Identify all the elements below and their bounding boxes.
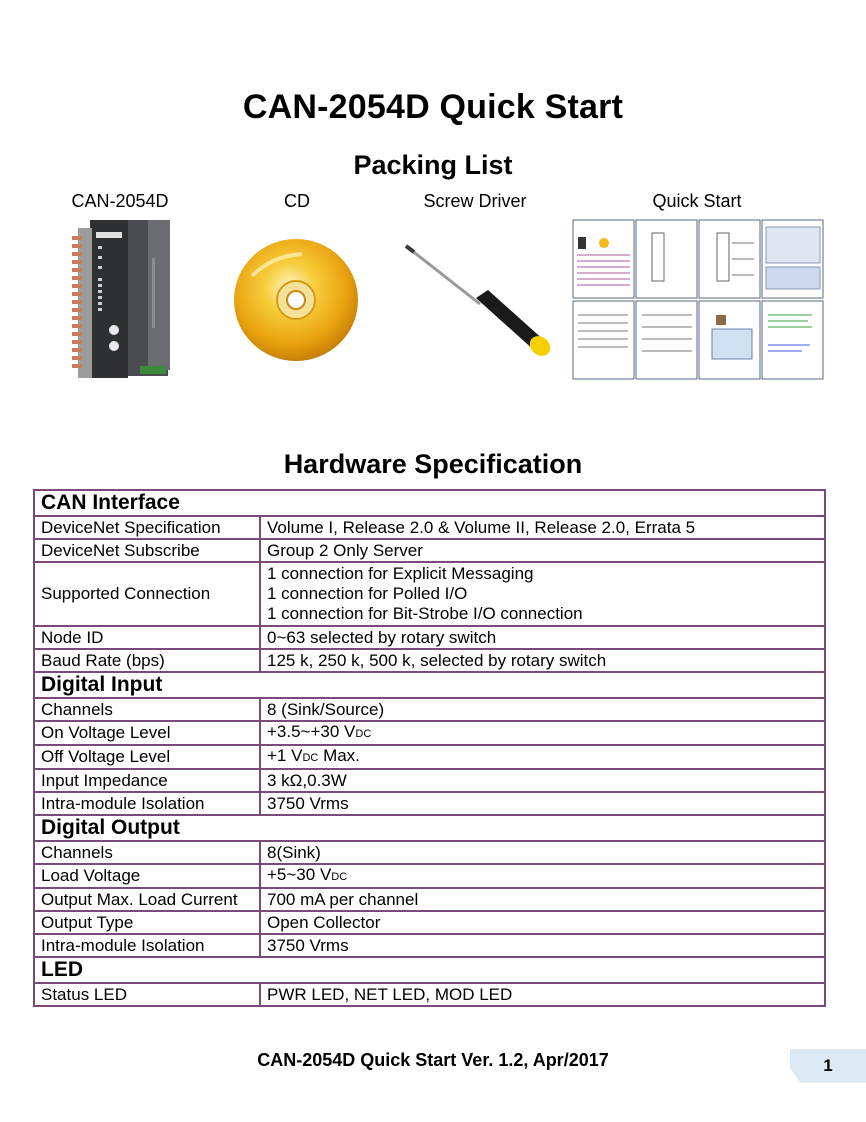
spec-value: Group 2 Only Server <box>260 539 825 562</box>
section-row <box>34 672 825 698</box>
spec-value-subscript: DC <box>302 752 319 764</box>
footer-version: CAN-2054D Quick Start Ver. 1.2, Apr/2017 <box>257 1050 609 1070</box>
table-row <box>34 864 825 888</box>
table-row <box>34 516 825 539</box>
spec-value: Open Collector <box>260 911 825 934</box>
packing-item-label: Screw Driver <box>423 191 527 211</box>
section-row <box>34 957 825 983</box>
spec-value: 0~63 selected by rotary switch <box>260 626 825 649</box>
can-2054d-module-image <box>70 218 182 383</box>
spec-value <box>260 562 825 626</box>
page-number: 1 <box>823 1056 833 1075</box>
spec-value-subscript: DC <box>331 871 348 883</box>
hardware-spec-heading: Hardware Specification <box>283 449 583 479</box>
document-title: CAN-2054D Quick Start <box>242 88 624 126</box>
table-row <box>34 841 825 864</box>
spec-value <box>260 745 825 769</box>
table-row <box>34 626 825 649</box>
spec-value: Volume I, Release 2.0 & Volume II, Release 2.0, Errata 5 <box>260 516 825 539</box>
spec-value-subscript: DC <box>355 728 372 740</box>
spec-label: Supported Connection <box>34 562 260 626</box>
spec-label: Intra-module Isolation <box>34 934 260 957</box>
spec-value: 3 kΩ,0.3W <box>260 769 825 792</box>
spec-value <box>260 721 825 745</box>
spec-value-line: 1 connection for Bit-Strobe I/O connection <box>267 604 583 623</box>
table-row <box>34 539 825 562</box>
table-row <box>34 934 825 957</box>
table-row <box>34 562 825 626</box>
spec-label: Node ID <box>34 626 260 649</box>
table-row <box>34 983 825 1006</box>
table-row <box>34 769 825 792</box>
spec-value-text: +1 V <box>267 746 303 765</box>
spec-label: Baud Rate (bps) <box>34 649 260 672</box>
table-row <box>34 698 825 721</box>
spec-label: Output Type <box>34 911 260 934</box>
section-title: LED <box>34 957 825 983</box>
spec-label: DeviceNet Subscribe <box>34 539 260 562</box>
spec-label: On Voltage Level <box>34 721 260 745</box>
spec-label: Output Max. Load Current <box>34 888 260 911</box>
spec-value-suffix: Max. <box>318 746 360 765</box>
hardware-spec-table <box>33 489 826 1007</box>
table-row <box>34 911 825 934</box>
spec-value: PWR LED, NET LED, MOD LED <box>260 983 825 1006</box>
quick-start-pages-image <box>572 219 825 381</box>
table-row <box>34 792 825 815</box>
spec-value: 8(Sink) <box>260 841 825 864</box>
spec-label: Off Voltage Level <box>34 745 260 769</box>
table-row <box>34 888 825 911</box>
table-row <box>34 721 825 745</box>
section-row <box>34 490 825 516</box>
section-title: CAN Interface <box>34 490 825 516</box>
spec-value-line: 1 connection for Polled I/O <box>267 584 468 603</box>
spec-label: Load Voltage <box>34 864 260 888</box>
spec-label: DeviceNet Specification <box>34 516 260 539</box>
table-row <box>34 649 825 672</box>
screw-driver-image <box>400 238 556 368</box>
spec-label: Input Impedance <box>34 769 260 792</box>
spec-label: Status LED <box>34 983 260 1006</box>
spec-value: 8 (Sink/Source) <box>260 698 825 721</box>
cd-disc-image <box>232 236 362 364</box>
packing-item-label: Quick Start <box>652 191 742 211</box>
spec-label: Channels <box>34 698 260 721</box>
spec-value: 3750 Vrms <box>260 934 825 957</box>
section-title: Digital Output <box>34 815 825 841</box>
spec-value-text: +5~30 V <box>267 865 332 884</box>
spec-label: Channels <box>34 841 260 864</box>
spec-value-line: 1 connection for Explicit Messaging <box>267 564 534 583</box>
packing-list-heading: Packing List <box>353 150 513 180</box>
spec-value <box>260 864 825 888</box>
section-row <box>34 815 825 841</box>
spec-value: 700 mA per channel <box>260 888 825 911</box>
packing-item-label: CAN-2054D <box>71 191 169 211</box>
spec-label: Intra-module Isolation <box>34 792 260 815</box>
spec-value-text: +3.5~+30 V <box>267 722 356 741</box>
spec-value: 3750 Vrms <box>260 792 825 815</box>
packing-item-label: CD <box>284 191 310 211</box>
section-title: Digital Input <box>34 672 825 698</box>
spec-value: 125 k, 250 k, 500 k, selected by rotary switch <box>260 649 825 672</box>
table-row <box>34 745 825 769</box>
